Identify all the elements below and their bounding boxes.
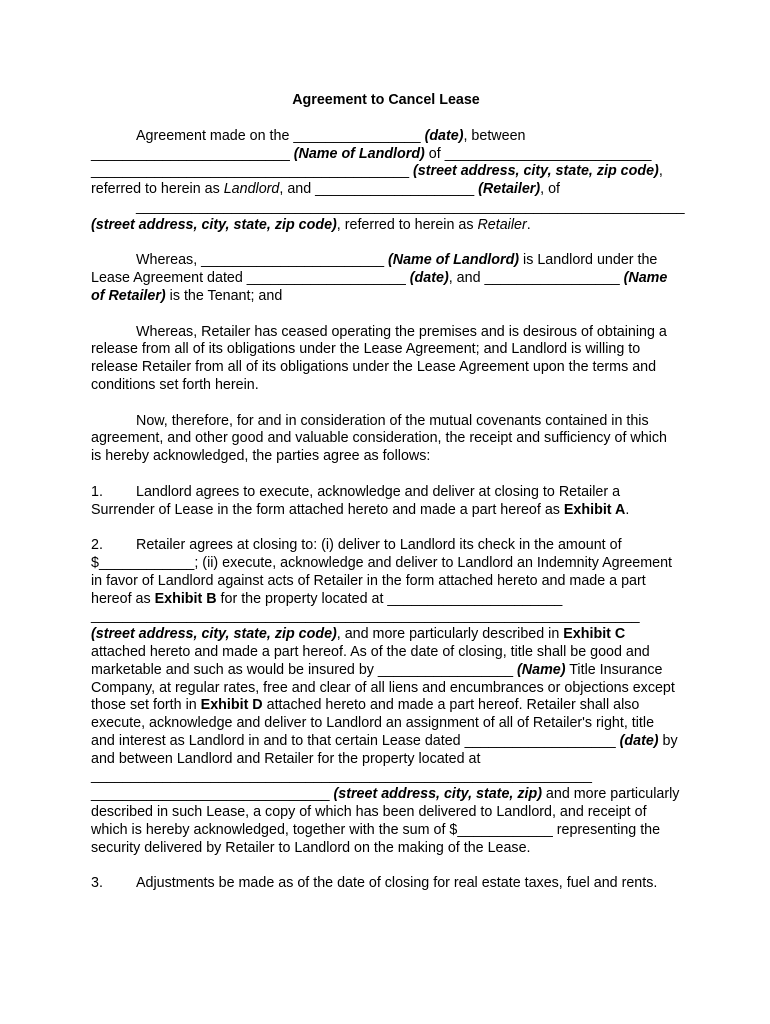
clause-1: 1. Landlord agrees to execute, acknowledge and deliver at closing to Retailer a Surrender of Lease in the form attached hereto and made a part hereof as Exhibit A. <box>91 483 630 518</box>
clause-number: 1. <box>91 483 103 500</box>
blank-line: _____________________________________________________________________ <box>91 608 640 625</box>
document-title: Agreement to Cancel Lease <box>292 92 480 108</box>
clause-number: 3. <box>91 875 103 892</box>
whereas-paragraph-2: Whereas, Retailer has ceased operating the premises and is desirous of obtaining a release from all of its obligations under the Lease Agreement; and Landlord is willing to release Retailer from all of its obligations under the Lease Agreement upon the terms and conditions set forth herein. <box>91 323 667 393</box>
clause-3: 3. Adjustments be made as of the date of closing for real estate taxes, fuel and rents. <box>91 875 658 892</box>
document-page <box>91 92 685 911</box>
opening-paragraph: Agreement made on the ________________ (date), between _________________________ (Name of Landlord) of __________________________ ________________________________________ (street address, city, state, zip code), referred to herein as Landlord, and ____________________ (Retailer), of _____________________________________________________________________ (street address, city, state, zip code), referred to herein as Retailer. <box>91 127 685 233</box>
blank-line: _____________________________________________________________________ <box>136 198 685 215</box>
now-therefore-paragraph: Now, therefore, for and in consideration of the mutual covenants contained in this agreement, and other good and valuable consideration, the receipt and sufficiency of which is hereby acknowledged, the parties agree as follows: <box>91 412 667 465</box>
clause-2: 2. Retailer agrees at closing to: (i) deliver to Landlord its check in the amount of $____________; (ii) execute, acknowledge and deliver to Landlord an Indemnity Agreement in favor of Landlord against acts of Retailer in the form attached hereto and made a part hereof as Exhibit B for the property located at ______________________ _____________________________________________________________________ (street address, city, state, zip code), and more particularly described in Exhibit C attached hereto and made a part hereof. As of the date of closing, title shall be good and marketable and such as would be insured by _________________ (Name) Title Insurance Company, at regular rates, free and clear of all liens and encumbrances or objections except those set forth in Exhibit D attached hereto and made a part hereof. Retailer shall also execute, acknowledge and deliver to Landlord an assignment of all of Retailer's right, title and interest as Landlord in and to that certain Lease dated ___________________ (date) by and between Landlord and Retailer for the property located at _______________________________________________________________ ______________________________ (street address, city, state, zip) and more particularly described in such Lease, a copy of which has been delivered to Landlord, and receipt of which is hereby acknowledged, together with the sum of $____________ representing the security delivered by Retailer to Landlord on the making of the Lease. <box>91 537 680 856</box>
whereas-paragraph-1: Whereas, _______________________ (Name of Landlord) is Landlord under the Lease Agreement dated ____________________ (date), and _________________ (Name of Retailer) is the Tenant; and <box>91 252 668 304</box>
clause-number: 2. <box>91 537 103 554</box>
